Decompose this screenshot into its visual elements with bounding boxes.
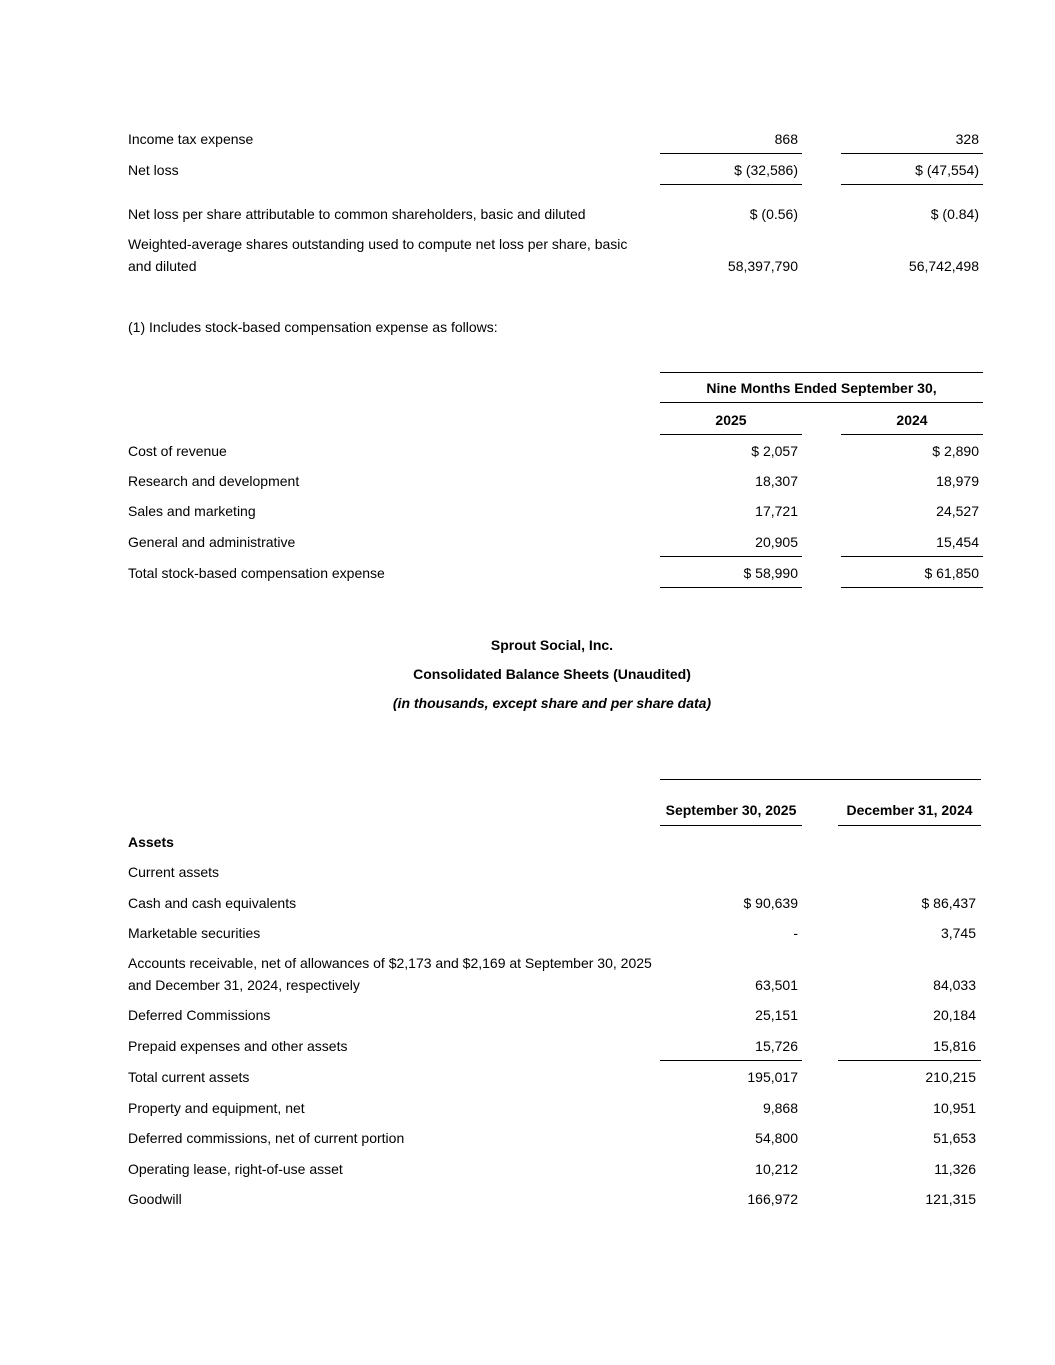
bs-value-operating-lease-asset-a: 10,212	[755, 1161, 798, 1177]
rule-sbc-under-year-2025	[660, 434, 802, 435]
sbc-row-label-general-and-administrative: General and administrative	[128, 534, 296, 550]
rule-under-col-a	[660, 825, 802, 826]
balance-sheet-subtitle: (in thousands, except share and per share data)	[392, 695, 712, 711]
sbc-value-total-2025: $ 58,990	[743, 565, 798, 581]
section-current-assets: Current assets	[128, 864, 220, 880]
rule-sbc-top	[660, 372, 983, 373]
bs-value-total-current-assets-b: 210,215	[925, 1069, 976, 1085]
bs-row-label-deferred-commissions-noncurrent: Deferred commissions, net of current portion	[128, 1130, 405, 1146]
bs-row-label-cash: Cash and cash equivalents	[128, 895, 297, 911]
bs-value-cash-a: $ 90,639	[743, 895, 798, 911]
sbc-value-cost-of-revenue-2024: $ 2,890	[932, 443, 979, 459]
sbc-footnote: (1) Includes stock-based compensation expense as follows:	[128, 319, 498, 335]
rule-below-net-loss-2025	[660, 184, 802, 185]
row-label-net-loss: Net loss	[128, 162, 179, 178]
sbc-col-2025: 2025	[715, 412, 747, 428]
bs-value-property-and-equipment-a: 9,868	[762, 1100, 798, 1116]
sbc-value-total-2024: $ 61,850	[924, 565, 979, 581]
balance-sheet-col-dec-2024: December 31, 2024	[846, 802, 973, 818]
sbc-row-label-research-and-development: Research and development	[128, 473, 300, 489]
bs-value-marketable-securities-b: 3,745	[940, 925, 976, 941]
bs-row-label-property-and-equipment: Property and equipment, net	[128, 1100, 305, 1116]
bs-row-label-deferred-commissions: Deferred Commissions	[128, 1007, 271, 1023]
row-label-weighted-average-shares: Weighted-average shares outstanding used to compute net loss per share, basic and diluted	[128, 236, 628, 274]
rule-below-net-loss-2024	[841, 184, 983, 185]
bs-row-label-total-current-assets: Total current assets	[128, 1069, 250, 1085]
value-net-loss-2024: $ (47,554)	[915, 162, 979, 178]
sbc-period-header: Nine Months Ended September 30,	[706, 380, 937, 396]
bs-value-goodwill-a: 166,972	[747, 1191, 798, 1207]
bs-value-deferred-commissions-b: 20,184	[933, 1007, 976, 1023]
value-income-tax-2024: 328	[955, 131, 979, 147]
row-label-income-tax-expense: Income tax expense	[128, 131, 254, 147]
bs-row-label-accounts-receivable: Accounts receivable, net of allowances of $2,173 and $2,169 at September 30, 2025 and December 31, 2024, respectively	[128, 955, 652, 993]
bs-value-goodwill-b: 121,315	[925, 1191, 976, 1207]
sbc-row-label-cost-of-revenue: Cost of revenue	[128, 443, 227, 459]
sbc-value-research-and-development-2025: 18,307	[755, 473, 798, 489]
balance-sheet-title: Consolidated Balance Sheets (Unaudited)	[413, 666, 691, 682]
bs-row-label-prepaid-expenses: Prepaid expenses and other assets	[128, 1038, 348, 1054]
bs-row-label-marketable-securities: Marketable securities	[128, 925, 261, 941]
sbc-row-label-sales-and-marketing: Sales and marketing	[128, 503, 256, 519]
company-name: Sprout Social, Inc.	[490, 637, 614, 653]
bs-value-total-current-assets-a: 195,017	[747, 1069, 798, 1085]
sbc-value-general-and-administrative-2024: 15,454	[936, 534, 979, 550]
rule-above-sbc-total-2024	[841, 556, 983, 557]
rule-above-total-current-assets-b	[838, 1060, 981, 1061]
bs-row-label-operating-lease-asset: Operating lease, right-of-use asset	[128, 1161, 343, 1177]
bs-value-accounts-receivable-b: 84,033	[933, 977, 976, 993]
sbc-value-general-and-administrative-2025: 20,905	[755, 534, 798, 550]
value-net-loss-per-share-2025: $ (0.56)	[749, 206, 798, 222]
bs-value-prepaid-expenses-a: 15,726	[755, 1038, 798, 1054]
rule-balance-sheet-top	[660, 779, 981, 780]
rule-above-total-current-assets-a	[660, 1060, 802, 1061]
bs-value-deferred-commissions-noncurrent-b: 51,653	[933, 1130, 976, 1146]
value-weighted-average-shares-2024: 56,742,498	[908, 258, 979, 274]
sbc-value-sales-and-marketing-2025: 17,721	[755, 503, 798, 519]
bs-value-deferred-commissions-a: 25,151	[755, 1007, 798, 1023]
rule-above-net-loss-2024	[841, 153, 983, 154]
sbc-col-2024: 2024	[896, 412, 928, 428]
value-net-loss-per-share-2024: $ (0.84)	[930, 206, 979, 222]
bs-row-label-goodwill: Goodwill	[128, 1191, 182, 1207]
rule-under-col-b	[838, 825, 981, 826]
sbc-row-label-total: Total stock-based compensation expense	[128, 565, 385, 581]
bs-value-prepaid-expenses-b: 15,816	[933, 1038, 976, 1054]
bs-value-property-and-equipment-b: 10,951	[933, 1100, 976, 1116]
rule-below-sbc-total-2024	[841, 587, 983, 588]
sbc-value-cost-of-revenue-2025: $ 2,057	[751, 443, 798, 459]
rule-sbc-under-period	[660, 402, 983, 403]
value-income-tax-2025: 868	[774, 131, 798, 147]
bs-value-cash-b: $ 86,437	[921, 895, 976, 911]
rule-sbc-under-year-2024	[841, 434, 983, 435]
sbc-value-sales-and-marketing-2024: 24,527	[936, 503, 979, 519]
sbc-value-research-and-development-2024: 18,979	[936, 473, 979, 489]
balance-sheet-col-sep-2025: September 30, 2025	[665, 802, 797, 818]
value-weighted-average-shares-2025: 58,397,790	[727, 258, 798, 274]
row-label-net-loss-per-share: Net loss per share attributable to common shareholders, basic and diluted	[128, 206, 586, 222]
bs-value-accounts-receivable-a: 63,501	[755, 977, 798, 993]
rule-below-sbc-total-2025	[660, 587, 802, 588]
bs-value-deferred-commissions-noncurrent-a: 54,800	[755, 1130, 798, 1146]
bs-value-operating-lease-asset-b: 11,326	[934, 1161, 976, 1177]
bs-value-marketable-securities-a: -	[793, 925, 798, 941]
section-assets: Assets	[128, 834, 174, 850]
value-net-loss-2025: $ (32,586)	[734, 162, 798, 178]
rule-above-net-loss-2025	[660, 153, 802, 154]
rule-above-sbc-total-2025	[660, 556, 802, 557]
